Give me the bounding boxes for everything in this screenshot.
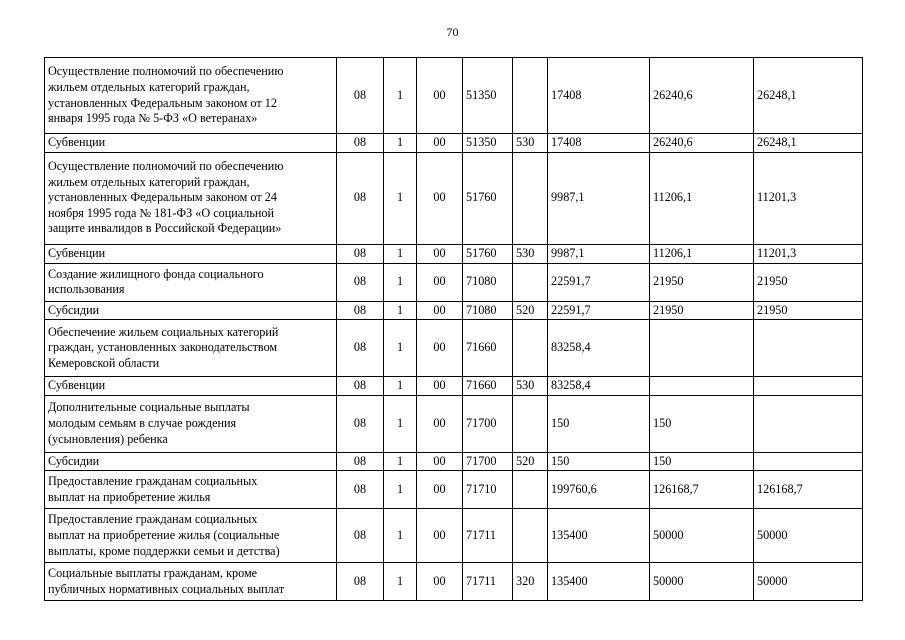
row-name: Предоставление гражданам социальных выплат на приобретение жилья (социальные выплаты, кроме поддержки семьи и детства)	[45, 509, 337, 563]
amount-year-3: 126168,7	[754, 471, 863, 509]
amount-year-2: 21950	[650, 301, 754, 320]
expense-type-code	[513, 152, 548, 244]
table-row	[45, 134, 863, 153]
target-code: 51760	[463, 152, 513, 244]
program-code: 00	[417, 395, 463, 452]
subsection-code: 1	[384, 263, 417, 301]
subsection-code: 1	[384, 58, 417, 134]
expense-type-code: 530	[513, 377, 548, 396]
target-code: 51350	[463, 134, 513, 153]
amount-year-3: 50000	[754, 509, 863, 563]
target-code: 71660	[463, 377, 513, 396]
amount-year-2: 126168,7	[650, 471, 754, 509]
program-code: 00	[417, 320, 463, 377]
expense-type-code: 520	[513, 452, 548, 471]
budget-table	[44, 57, 863, 601]
expense-type-code	[513, 320, 548, 377]
table-row	[45, 301, 863, 320]
amount-year-2: 26240,6	[650, 58, 754, 134]
section-code: 08	[337, 377, 384, 396]
amount-year-3	[754, 395, 863, 452]
table-row	[45, 509, 863, 563]
expense-type-code	[513, 395, 548, 452]
target-code: 71660	[463, 320, 513, 377]
section-code: 08	[337, 452, 384, 471]
amount-year-3: 26248,1	[754, 58, 863, 134]
program-code: 00	[417, 301, 463, 320]
section-code: 08	[337, 263, 384, 301]
table-row	[45, 377, 863, 396]
subsection-code: 1	[384, 244, 417, 263]
amount-year-2: 50000	[650, 509, 754, 563]
target-code: 51350	[463, 58, 513, 134]
amount-year-2: 21950	[650, 263, 754, 301]
amount-year-1: 17408	[548, 134, 650, 153]
expense-type-code: 530	[513, 134, 548, 153]
section-code: 08	[337, 152, 384, 244]
amount-year-1: 9987,1	[548, 244, 650, 263]
amount-year-3: 21950	[754, 301, 863, 320]
amount-year-2: 50000	[650, 563, 754, 601]
amount-year-3: 11201,3	[754, 244, 863, 263]
section-code: 08	[337, 244, 384, 263]
table-row	[45, 244, 863, 263]
amount-year-1: 83258,4	[548, 377, 650, 396]
expense-type-code	[513, 471, 548, 509]
amount-year-3	[754, 377, 863, 396]
table-row	[45, 263, 863, 301]
expense-type-code: 530	[513, 244, 548, 263]
table-row	[45, 152, 863, 244]
row-name: Субвенции	[45, 244, 337, 263]
target-code: 71711	[463, 563, 513, 601]
amount-year-2: 150	[650, 452, 754, 471]
amount-year-1: 199760,6	[548, 471, 650, 509]
amount-year-3: 21950	[754, 263, 863, 301]
section-code: 08	[337, 134, 384, 153]
target-code: 71080	[463, 301, 513, 320]
expense-type-code	[513, 509, 548, 563]
table-row	[45, 471, 863, 509]
target-code: 51760	[463, 244, 513, 263]
row-name: Предоставление гражданам социальных выплат на приобретение жилья	[45, 471, 337, 509]
row-name: Субвенции	[45, 377, 337, 396]
row-name: Субсидии	[45, 301, 337, 320]
subsection-code: 1	[384, 509, 417, 563]
amount-year-1: 150	[548, 395, 650, 452]
target-code: 71710	[463, 471, 513, 509]
expense-type-code: 520	[513, 301, 548, 320]
row-name: Социальные выплаты гражданам, кроме публичных нормативных социальных выплат	[45, 563, 337, 601]
target-code: 71700	[463, 452, 513, 471]
amount-year-1: 135400	[548, 563, 650, 601]
row-name: Субвенции	[45, 134, 337, 153]
table-row	[45, 395, 863, 452]
target-code: 71711	[463, 509, 513, 563]
amount-year-3: 26248,1	[754, 134, 863, 153]
section-code: 08	[337, 301, 384, 320]
target-code: 71080	[463, 263, 513, 301]
program-code: 00	[417, 152, 463, 244]
amount-year-2: 26240,6	[650, 134, 754, 153]
amount-year-2	[650, 320, 754, 377]
subsection-code: 1	[384, 452, 417, 471]
table-row	[45, 563, 863, 601]
subsection-code: 1	[384, 563, 417, 601]
subsection-code: 1	[384, 395, 417, 452]
expense-type-code	[513, 58, 548, 134]
section-code: 08	[337, 58, 384, 134]
amount-year-1: 83258,4	[548, 320, 650, 377]
amount-year-3	[754, 320, 863, 377]
amount-year-3	[754, 452, 863, 471]
amount-year-2: 150	[650, 395, 754, 452]
amount-year-1: 22591,7	[548, 263, 650, 301]
amount-year-3: 50000	[754, 563, 863, 601]
amount-year-3: 11201,3	[754, 152, 863, 244]
page-number: 70	[446, 25, 459, 39]
expense-type-code: 320	[513, 563, 548, 601]
amount-year-1: 22591,7	[548, 301, 650, 320]
table-row	[45, 320, 863, 377]
subsection-code: 1	[384, 377, 417, 396]
amount-year-1: 135400	[548, 509, 650, 563]
subsection-code: 1	[384, 471, 417, 509]
expense-type-code	[513, 263, 548, 301]
subsection-code: 1	[384, 320, 417, 377]
table-row	[45, 452, 863, 471]
program-code: 00	[417, 471, 463, 509]
row-name: Субсидии	[45, 452, 337, 471]
program-code: 00	[417, 244, 463, 263]
row-name: Обеспечение жильем социальных категорий граждан, установленных законодательством Кемеровской области	[45, 320, 337, 377]
program-code: 00	[417, 377, 463, 396]
program-code: 00	[417, 509, 463, 563]
subsection-code: 1	[384, 301, 417, 320]
amount-year-1: 9987,1	[548, 152, 650, 244]
program-code: 00	[417, 58, 463, 134]
amount-year-2: 11206,1	[650, 244, 754, 263]
amount-year-1: 150	[548, 452, 650, 471]
program-code: 00	[417, 452, 463, 471]
table-row	[45, 58, 863, 134]
row-name: Создание жилищного фонда социального использования	[45, 263, 337, 301]
program-code: 00	[417, 263, 463, 301]
row-name: Осуществление полномочий по обеспечению жильем отдельных категорий граждан, установленных Федеральным законом от 12 января 1995 года № 5-ФЗ «О ветеранах»	[45, 58, 337, 134]
row-name: Осуществление полномочий по обеспечению жильем отдельных категорий граждан, установленных Федеральным законом от 24 ноября 1995 года № 181-ФЗ «О социальной защите инвалидов в Российской Федерации»	[45, 152, 337, 244]
section-code: 08	[337, 320, 384, 377]
program-code: 00	[417, 134, 463, 153]
amount-year-2	[650, 377, 754, 396]
section-code: 08	[337, 509, 384, 563]
section-code: 08	[337, 563, 384, 601]
target-code: 71700	[463, 395, 513, 452]
program-code: 00	[417, 563, 463, 601]
amount-year-1: 17408	[548, 58, 650, 134]
row-name: Дополнительные социальные выплаты молодым семьям в случае рождения (усыновления) ребенка	[45, 395, 337, 452]
section-code: 08	[337, 471, 384, 509]
subsection-code: 1	[384, 134, 417, 153]
subsection-code: 1	[384, 152, 417, 244]
section-code: 08	[337, 395, 384, 452]
amount-year-2: 11206,1	[650, 152, 754, 244]
